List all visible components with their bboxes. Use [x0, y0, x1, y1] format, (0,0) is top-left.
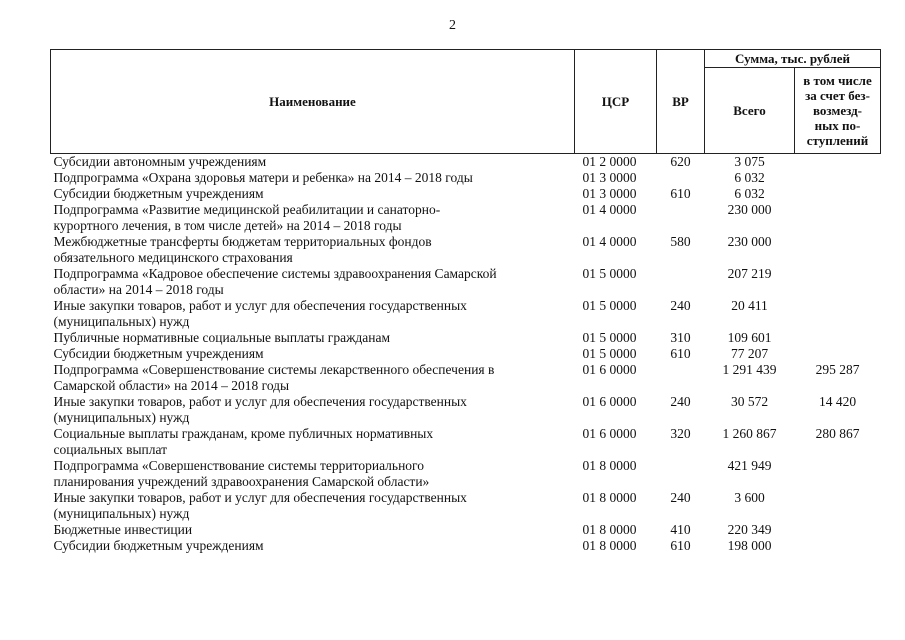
header-incl-line: за счет без- — [805, 88, 870, 103]
cell-name-line: области» на 2014 – 2018 годы — [53, 282, 224, 297]
header-incl-line: в том числе — [803, 73, 872, 88]
cell-incl — [795, 186, 881, 202]
cell-incl — [795, 154, 881, 171]
cell-total: 30 572 — [730, 394, 769, 409]
cell-name-line: курортного лечения, в том числе детей» на 2014 – 2018 годы — [53, 218, 402, 233]
cell-name-line: Иные закупки товаров, работ и услуг для обеспечения государственных — [53, 490, 467, 505]
cell-name — [51, 266, 575, 298]
cell-name — [51, 154, 575, 171]
cell-csr: 01 5 0000 — [582, 266, 637, 281]
table-row — [51, 362, 881, 394]
cell-name-line: Иные закупки товаров, работ и услуг для обеспечения государственных — [53, 298, 467, 313]
cell-name-line: Социальные выплаты гражданам, кроме публичных нормативных — [53, 426, 434, 441]
cell-csr: 01 5 0000 — [582, 346, 637, 361]
table-header — [51, 50, 881, 154]
cell-total: 198 000 — [727, 538, 772, 553]
cell-total: 6 032 — [734, 186, 765, 201]
cell-name-line: Субсидии бюджетным учреждениям — [53, 346, 264, 361]
cell-name-line: Самарской области» на 2014 – 2018 годы — [53, 378, 290, 393]
cell-csr: 01 8 0000 — [582, 538, 637, 553]
cell-vr: 240 — [670, 490, 691, 505]
cell-csr: 01 3 0000 — [582, 186, 637, 201]
cell-csr: 01 2 0000 — [582, 154, 637, 169]
cell-csr: 01 5 0000 — [582, 330, 637, 345]
cell-vr: 310 — [670, 330, 691, 345]
budget-table — [50, 49, 881, 554]
cell-name-line: Бюджетные инвестиции — [53, 522, 193, 537]
table-row — [51, 458, 881, 490]
cell-name-line: (муниципальных) нужд — [53, 506, 190, 521]
cell-name-line: Подпрограмма «Совершенствование системы лекарственного обеспечения в — [53, 362, 495, 377]
cell-vr: 580 — [670, 234, 691, 249]
cell-name — [51, 490, 575, 522]
cell-total: 109 601 — [727, 330, 772, 345]
cell-csr: 01 6 0000 — [582, 394, 637, 409]
cell-name-line: социальных выплат — [53, 442, 168, 457]
cell-name — [51, 394, 575, 426]
cell-name-line: планирования учреждений здравоохранения Самарской области» — [53, 474, 430, 489]
cell-csr: 01 6 0000 — [582, 426, 637, 441]
table-row — [51, 186, 881, 202]
table-row — [51, 298, 881, 330]
cell-csr: 01 6 0000 — [582, 362, 637, 377]
header-incl-line: ступлений — [806, 133, 869, 148]
cell-vr: 610 — [670, 346, 691, 361]
cell-name-line: Подпрограмма «Развитие медицинской реабилитации и санаторно- — [53, 202, 441, 217]
cell-incl — [795, 522, 881, 538]
cell-vr: 610 — [670, 538, 691, 553]
cell-vr: 240 — [670, 298, 691, 313]
cell-name — [51, 538, 575, 554]
cell-incl — [795, 234, 881, 266]
table-row — [51, 202, 881, 234]
cell-incl: 280 867 — [815, 426, 860, 441]
cell-name — [51, 202, 575, 234]
table-row — [51, 538, 881, 554]
cell-total: 421 949 — [727, 458, 772, 473]
cell-name-line: Субсидии бюджетным учреждениям — [53, 186, 264, 201]
cell-total: 6 032 — [734, 170, 765, 185]
cell-name — [51, 522, 575, 538]
header-total: Всего — [705, 68, 795, 154]
cell-name-line: Субсидии бюджетным учреждениям — [53, 538, 264, 553]
cell-name — [51, 170, 575, 186]
cell-incl: 14 420 — [818, 394, 857, 409]
header-csr: ЦСР — [575, 50, 657, 154]
cell-name — [51, 362, 575, 394]
cell-total: 220 349 — [727, 522, 772, 537]
cell-name — [51, 426, 575, 458]
cell-incl — [795, 458, 881, 490]
cell-csr: 01 8 0000 — [582, 458, 637, 473]
cell-name-line: (муниципальных) нужд — [53, 314, 190, 329]
cell-csr: 01 8 0000 — [582, 490, 637, 505]
table-row — [51, 266, 881, 298]
table-row — [51, 522, 881, 538]
header-incl-line: ных по- — [814, 118, 861, 133]
cell-name-line: Подпрограмма «Совершенствование системы территориального — [53, 458, 425, 473]
cell-vr: 620 — [670, 154, 691, 169]
cell-name-line: Иные закупки товаров, работ и услуг для обеспечения государственных — [53, 394, 467, 409]
table-row — [51, 170, 881, 186]
cell-name-line: (муниципальных) нужд — [53, 410, 190, 425]
cell-total: 230 000 — [727, 234, 772, 249]
cell-name-line: обязательного медицинского страхования — [53, 250, 293, 265]
cell-vr: 240 — [670, 394, 691, 409]
cell-total: 3 075 — [734, 154, 765, 169]
table-row — [51, 426, 881, 458]
cell-csr: 01 4 0000 — [582, 202, 637, 217]
cell-csr: 01 3 0000 — [582, 170, 637, 185]
cell-name — [51, 186, 575, 202]
cell-vr: 610 — [670, 186, 691, 201]
cell-name — [51, 330, 575, 346]
cell-name — [51, 458, 575, 490]
cell-vr — [657, 266, 705, 298]
header-incl-line: возмезд- — [813, 103, 862, 118]
header-incl — [795, 68, 881, 154]
cell-vr: 320 — [670, 426, 691, 441]
cell-csr: 01 4 0000 — [582, 234, 637, 249]
cell-vr — [657, 202, 705, 234]
cell-incl — [795, 346, 881, 362]
cell-vr — [657, 362, 705, 394]
cell-total: 20 411 — [731, 298, 768, 313]
cell-total: 1 260 867 — [722, 426, 777, 441]
cell-incl — [795, 202, 881, 234]
header-sum-group: Сумма, тыс. рублей — [705, 50, 881, 68]
cell-total: 3 600 — [734, 490, 765, 505]
table-body — [51, 154, 881, 555]
cell-csr: 01 5 0000 — [582, 298, 637, 313]
page-number: 2 — [449, 18, 456, 33]
table-row — [51, 234, 881, 266]
header-name: Наименование — [51, 50, 575, 154]
cell-name-line: Подпрограмма «Кадровое обеспечение системы здравоохранения Самарской — [53, 266, 497, 281]
cell-vr: 410 — [670, 522, 691, 537]
cell-incl — [795, 266, 881, 298]
cell-incl — [795, 538, 881, 554]
cell-vr — [657, 170, 705, 186]
header-vr: ВР — [657, 50, 705, 154]
cell-name-line: Субсидии автономным учреждениям — [53, 154, 267, 169]
cell-vr — [657, 458, 705, 490]
cell-csr: 01 8 0000 — [582, 522, 637, 537]
cell-incl — [795, 298, 881, 330]
cell-total: 207 219 — [727, 266, 772, 281]
cell-name-line: Межбюджетные трансферты бюджетам территориальных фондов — [53, 234, 432, 249]
table-row — [51, 154, 881, 171]
cell-name-line: Публичные нормативные социальные выплаты гражданам — [53, 330, 391, 345]
cell-name-line: Подпрограмма «Охрана здоровья матери и ребенка» на 2014 – 2018 годы — [53, 170, 473, 185]
cell-incl: 295 287 — [815, 362, 860, 377]
cell-name — [51, 234, 575, 266]
table-row — [51, 346, 881, 362]
table-row — [51, 490, 881, 522]
cell-total: 1 291 439 — [722, 362, 777, 377]
cell-incl — [795, 490, 881, 522]
cell-total: 77 207 — [730, 346, 769, 361]
table-row — [51, 394, 881, 426]
table-row — [51, 330, 881, 346]
cell-name — [51, 298, 575, 330]
cell-total: 230 000 — [727, 202, 772, 217]
cell-name — [51, 346, 575, 362]
cell-incl — [795, 170, 881, 186]
cell-incl — [795, 330, 881, 346]
